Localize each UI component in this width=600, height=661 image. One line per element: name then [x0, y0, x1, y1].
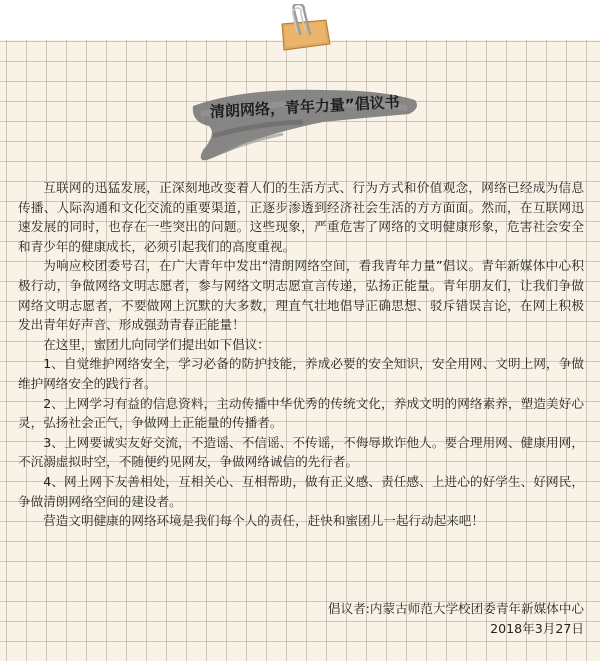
paragraph: 1、自觉维护网络安全，学习必备的防护技能，养成必要的安全知识，安全用网、文明上网，争做维护网络安全的践行者。 [18, 356, 584, 391]
paragraph: 4、网上网下友善相处，互相关心、互相帮助，做有正义感、责任感、上进心的好学生、好网民，争做清朗网络空间的建设者。 [18, 473, 584, 509]
proposer: 倡议者:内蒙古师范大学校团委青年新媒体中心 [327, 601, 584, 616]
date: 2018年3月27日 [490, 620, 584, 636]
paragraph: 3、上网要诚实友好交流，不造谣、不信谣、不传谣，不侮辱欺诈他人。要合理用网、健康用网，不沉溺虚拟时空，不随便约见网友，争做网络诚信的先行者。 [18, 434, 584, 470]
document-title: 清朗网络，青年力量”倡议书 [209, 93, 401, 121]
signature-block [328, 599, 584, 638]
paragraph: 为响应校团委号召，在广大青年中发出“清朗网络空间，看我青年力量”倡议。青年新媒体中心积极行动，争做网络文明志愿者，参与网络文明志愿宣言传递，弘扬正能量。青年朋友们，让我们争做网络文明志愿者，不要做网上沉默的大多数，理直气壮地倡导正确思想、驳斥错误言论，在网上积极发出青年好声音、形成强劲青春正能量！ [18, 258, 584, 333]
paperclip-icon [270, 4, 334, 52]
paragraph: 2、上网学习有益的信息资料，主动传播中华优秀的传统文化，养成文明的网络素养，塑造美好心灵，弘扬社会正气，争做网上正能量的传播者。 [18, 395, 584, 431]
document-body [18, 178, 584, 531]
paragraph: 营造文明健康的网络环境是我们每个人的责任，赶快和蜜团儿一起行动起来吧！ [43, 513, 484, 529]
paragraph: 互联网的迅猛发展，正深刻地改变着人们的生活方式、行为方式和价值观念，网络已经成为信息传播、人际沟通和文化交流的重要渠道，正逐步渗透到经济社会生活的方方面面。然而，在互联网迅速发展的同时，也存在一些突出的问题。这些现象，严重危害了网络的文明健康形象，危害社会安全和青少年的健康成长，必须引起我们的高度重视。 [18, 180, 584, 254]
paragraph: 在这里，蜜团儿向同学们提出如下倡议： [43, 336, 270, 352]
